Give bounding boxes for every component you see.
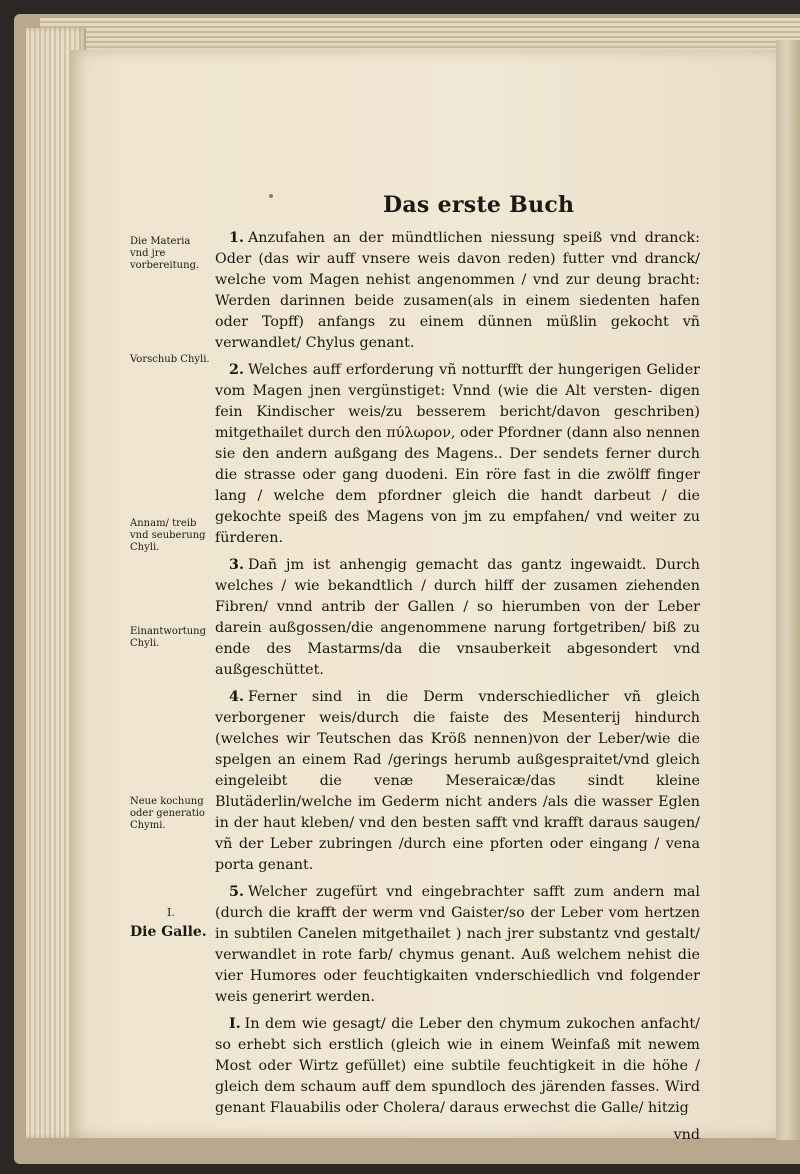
- paragraph-3: [215, 555, 700, 681]
- paragraph-6: [215, 1014, 700, 1119]
- paragraph-text: Dañ jm ist anhengig gemacht das gantz ingewaidt. Durch welches / wie bekandtlich / durch hilff der zusamen ziehenden Fibren/ vnnd antrib der Gallen / so hierumben von der Leber darein außgossen/die angenommene narung fortgetriben/ biß zu ende des Mastarms/da die vnsauberkeit abgesondert vnd außgeschüttet.: [215, 557, 700, 678]
- paragraph-number: I.: [229, 1016, 241, 1032]
- margin-note-einantwort: Einantwortung Chyli.: [130, 626, 207, 649]
- paragraph-text: Welches auff erforderung vñ notturfft der hungerigen Gelider vom Magen jnen vergünstiget: Vnnd (wie die Alt versten- digen fein Kindischer weis/zu besserem bericht/davon geschriben) mitgethailet durch den πύλωρον, oder Pfordner (dann also nennen sie den andern außgang des Magens.. Der sendets ferner durch die strasse oder gang duodeni. Ein röre fast in die zwölff finger lang / welche dem pfordner gleich die handt darbeut / die gekochte speiß des Magens von jm zu empfahen/ vnd weiter zu fürderen.: [215, 362, 700, 546]
- paragraph-2: [215, 360, 700, 549]
- paragraph-number: 3.: [229, 557, 244, 573]
- paragraph-text: In dem wie gesagt/ die Leber den chymum zukochen anfacht/ so erhebt sich erstlich (gleich wie in einem Weinfaß mit newem Most oder Wirtz gefüllet) eine subtile feuchtigkeit in die höhe / gleich dem schaum auff dem spundloch des järenden fasses. Wird genant Flauabilis oder Cholera/ daraus erwechst die Galle/ hitzig: [215, 1016, 700, 1116]
- ink-spot: [269, 194, 273, 198]
- paragraph-number: 4.: [229, 689, 244, 705]
- page-top-edge: [40, 18, 800, 52]
- paragraph-text: Anzufahen an der mündtlichen niessung speiß vnd dranck: Oder (das wir auff vnsere weis davon reden) futter vnd dranck/ welche vom Magen nehist angenommen / vnd zur deung bracht: Werden darinnen beide zusamen(als in einem siedenten hafen oder Topff) anfangs zu einem dünnen müßlin gekocht vñ verwandlet/ Chylus genant.: [215, 230, 700, 351]
- paragraph-number: 2.: [229, 362, 244, 378]
- margin-note-annam: Annam/ treib vnd seuberung Chyli.: [130, 518, 206, 553]
- book-cover-edge: [776, 40, 800, 1140]
- paragraph-1: [215, 228, 700, 354]
- margin-note-materia: Die Materia vnd jre vorbereitung.: [130, 236, 200, 271]
- running-head: Das erste Buch: [383, 192, 575, 218]
- margin-note-vorschub: Vorschub Chyli.: [130, 354, 210, 365]
- margin-note-galle: Die Galle.: [130, 924, 207, 940]
- paragraph-4: [215, 687, 700, 876]
- main-text: [215, 228, 700, 1146]
- paragraph-text: Ferner sind in die Derm vnderschiedlicher vñ gleich verborgener weis/durch die faiste des Mesenterij hindurch (welches wir Teutschen das Kröß nennen)von der Leber/wie die spelgen an einem Rad /gerings herumb außgespraitet/vnd gleich eingeleibt die venæ Meseraicæ/das sindt kleine Blutäderlin/welche im Gederm nicht anders /als die wasser Eglen in der haut kleben/ vnd den besten safft vnd krafft daraus saugen/ vñ der Leber zubringen /durch eine pforten oder eingang / vena porta genant.: [215, 689, 700, 873]
- paragraph-5: [215, 882, 700, 1008]
- paragraph-text: Welcher zugefürt vnd eingebrachter safft zum andern mal (durch die krafft der werm vnd Gaister/so der Leber vom hertzen in subtilen Canelen mitgethailet ) nach jrer substantz vnd gestalt/ verwandlet in rote farb/ chymus genant. Auß welchem nehist die vier Humores oder feuchtigkaiten vnderschiedlich vnd folgender weis generirt werden.: [215, 884, 700, 1005]
- paragraph-number: 5.: [229, 884, 244, 900]
- paragraph-number: 1.: [229, 230, 244, 246]
- margin-numeral: I.: [167, 906, 175, 919]
- catchword: vnd: [673, 1127, 700, 1143]
- margin-note-kochung: Neue kochung oder generatio Chymi.: [130, 796, 205, 831]
